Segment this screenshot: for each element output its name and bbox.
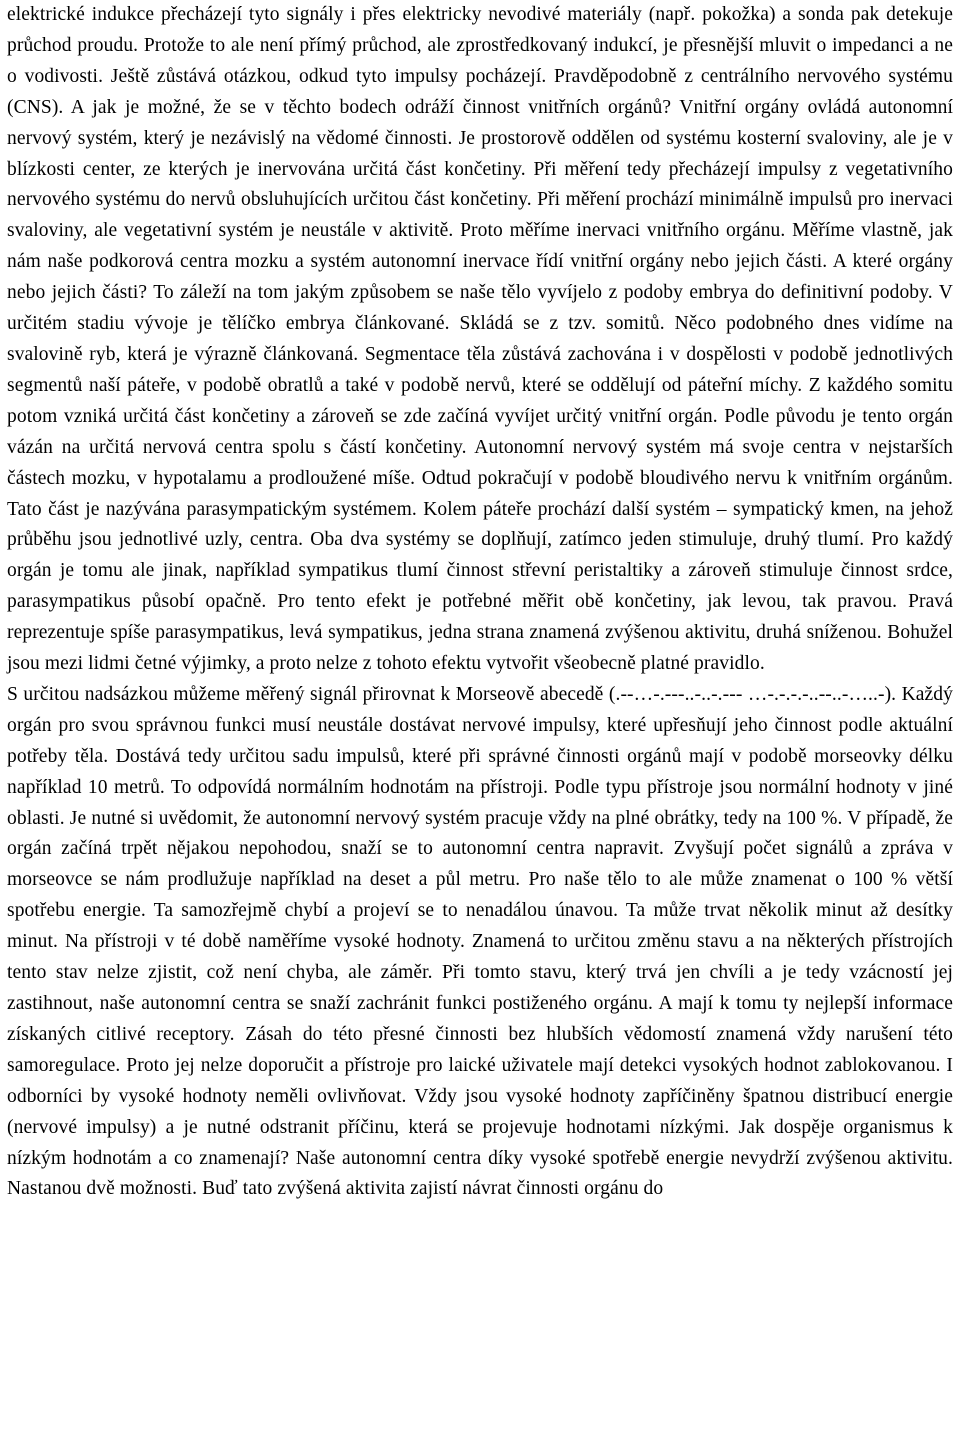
body-paragraph-2: S určitou nadsázkou můžeme měřený signál přirovnat k Morseově abecedě (.--…-.---..-..-.--- …-.-.-.-..--..-…..-). Každý orgán pro svou správnou funkci musí neustále dostávat nervové impulsy, které upřesňují jeho činnost podle aktuální potřeby těla. Dostává tedy určitou sadu impulsů, které při správné činnosti orgánů mají v podobě morseovky délku například 10 metrů. To odpovídá normálním hodnotám na přístroji. Podle typu přístroje jsou normální hodnoty v jiné oblasti. Je nutné si uvědomit, že autonomní nervový systém pracuje vždy na plné obrátky, tedy na 100 %. V případě, že orgán začíná trpět nějakou nepohodou, snaží se to autonomní centra napravit. Zvyšují počet signálů a zpráva v morseovce se nám prodlužuje například na deset a půl metru. Pro naše tělo to ale může znamenat o 100 % větší spotřebu energie. Ta samozřejmě chybí a projeví se to nenadálou únavou. Ta může trvat několik minut až desítky minut. Na přístroji v té době naměříme vysoké hodnoty. Znamená to určitou změnu stavu a na některých přístrojích tento stav nelze zjistit, což není chyba, ale záměr. Při tomto stavu, který trvá jen chvíli a je tedy vzácností jej zastihnout, naše autonomní centra se snaží zachránit funkci postiženého orgánu. A mají k tomu ty nejlepší informace získaných citlivé receptory. Zásah do této přesné činnosti bez hlubších vědomostí znamená vždy narušení této samoregulace. Proto jej nelze doporučit a přístroje pro laické uživatele mají detekci vysokých hodnot zablokovanou. I odborníci by vysoké hodnoty neměli ovlivňovat. Vždy jsou vysoké hodnoty zapříčiněny špatnou distribucí energie (nervové impulsy) a je nutné odstranit příčinu, která se projevuje hodnotami nízkými. Jak dospěje organismus k nízkým hodnotám a co znamenají? Naše autonomní centra díky vysoké spotřebě energie nevydrží zvýšenou aktivitu. Nastanou dvě možnosti. Buď tato zvýšená aktivita zajistí návrat činnosti orgánu do bbox=[7, 683, 953, 1200]
body-paragraph-1: elektrické indukce přecházejí tyto signály i přes elektricky nevodivé materiály (např. pokožka) a sonda pak detekuje průchod proudu. Protože to ale není přímý průchod, ale zprostředkovaný indukcí, je přesnější mluvit o impedanci a ne o vodivosti. Ještě zůstává otázkou, odkud tyto impulsy pocházejí. Pravděpodobně z centrálního nervového systému (CNS). A jak je možné, že se v těchto bodech odráží činnost vnitřních orgánů? Vnitřní orgány ovládá autonomní nervový systém, který je nezávislý na vědomé činnosti. Je prostorově oddělen od systému kosterní svaloviny, ale je v blízkosti center, ze kterých je inervována určitá část končetiny. Při měření tedy přecházejí impulsy z vegetativního nervového systému do nervů obsluhujících určitou část končetiny. Při měření prochází minimálně impulsů pro inervaci svaloviny, ale vegetativní systém je neustále v aktivitě. Proto měříme inervaci vnitřního orgánu. Měříme vlastně, jak nám naše podkorová centra mozku a systém autonomní inervace řídí vnitřní orgány nebo jejich části. A které orgány nebo jejich části? To záleží na tom jakým způsobem se naše tělo vyvíjelo z podoby embrya do definitivní podoby. V určitém stadiu vývoje je tělíčko embrya článkované. Skládá se z tzv. somitů. Něco podobného dnes vidíme na svalovině ryb, která je výrazně článkovaná. Segmentace těla zůstává zachována i v dospělosti v podobě jednotlivých segmentů naší páteře, v podobě obratlů a také v podobě nervů, které se oddělují od páteřní míchy. Z každého somitu potom vzniká určitá část končetiny a zároveň se zde začíná vyvíjet určitý vnitřní orgán. Podle původu je tento orgán vázán na určitá nervová centra spolu s částí končetiny. Autonomní nervový systém má svoje centra v nejstarších částech mozku, v hypotalamu a prodloužené míše. Odtud pokračují v podobě bloudivého nervu k vnitřním orgánům. Tato část je nazývána parasympatickým systémem. Kolem páteře prochází další systém – sympatický kmen, na jehož průběhu jsou jednotlivé uzly, centra. Oba dva systémy se doplňují, zatímco jeden stimuluje, druhý tlumí. Pro každý orgán je tomu ale jinak, například sympatikus tlumí činnost střevní peristaltiky a zároveň stimuluje činnost srdce, parasympatikus působí opačně. Pro tento efekt je potřebné měřit obě končetiny, jak levou, tak pravou. Pravá reprezentuje spíše parasympatikus, levá sympatikus, jedna strana znamená zvýšenou aktivitu, druhá sníženou. Bohužel jsou mezi lidmi četné výjimky, a proto nelze z tohoto efektu vytvořit všeobecně platné pravidlo. bbox=[7, 4, 953, 675]
